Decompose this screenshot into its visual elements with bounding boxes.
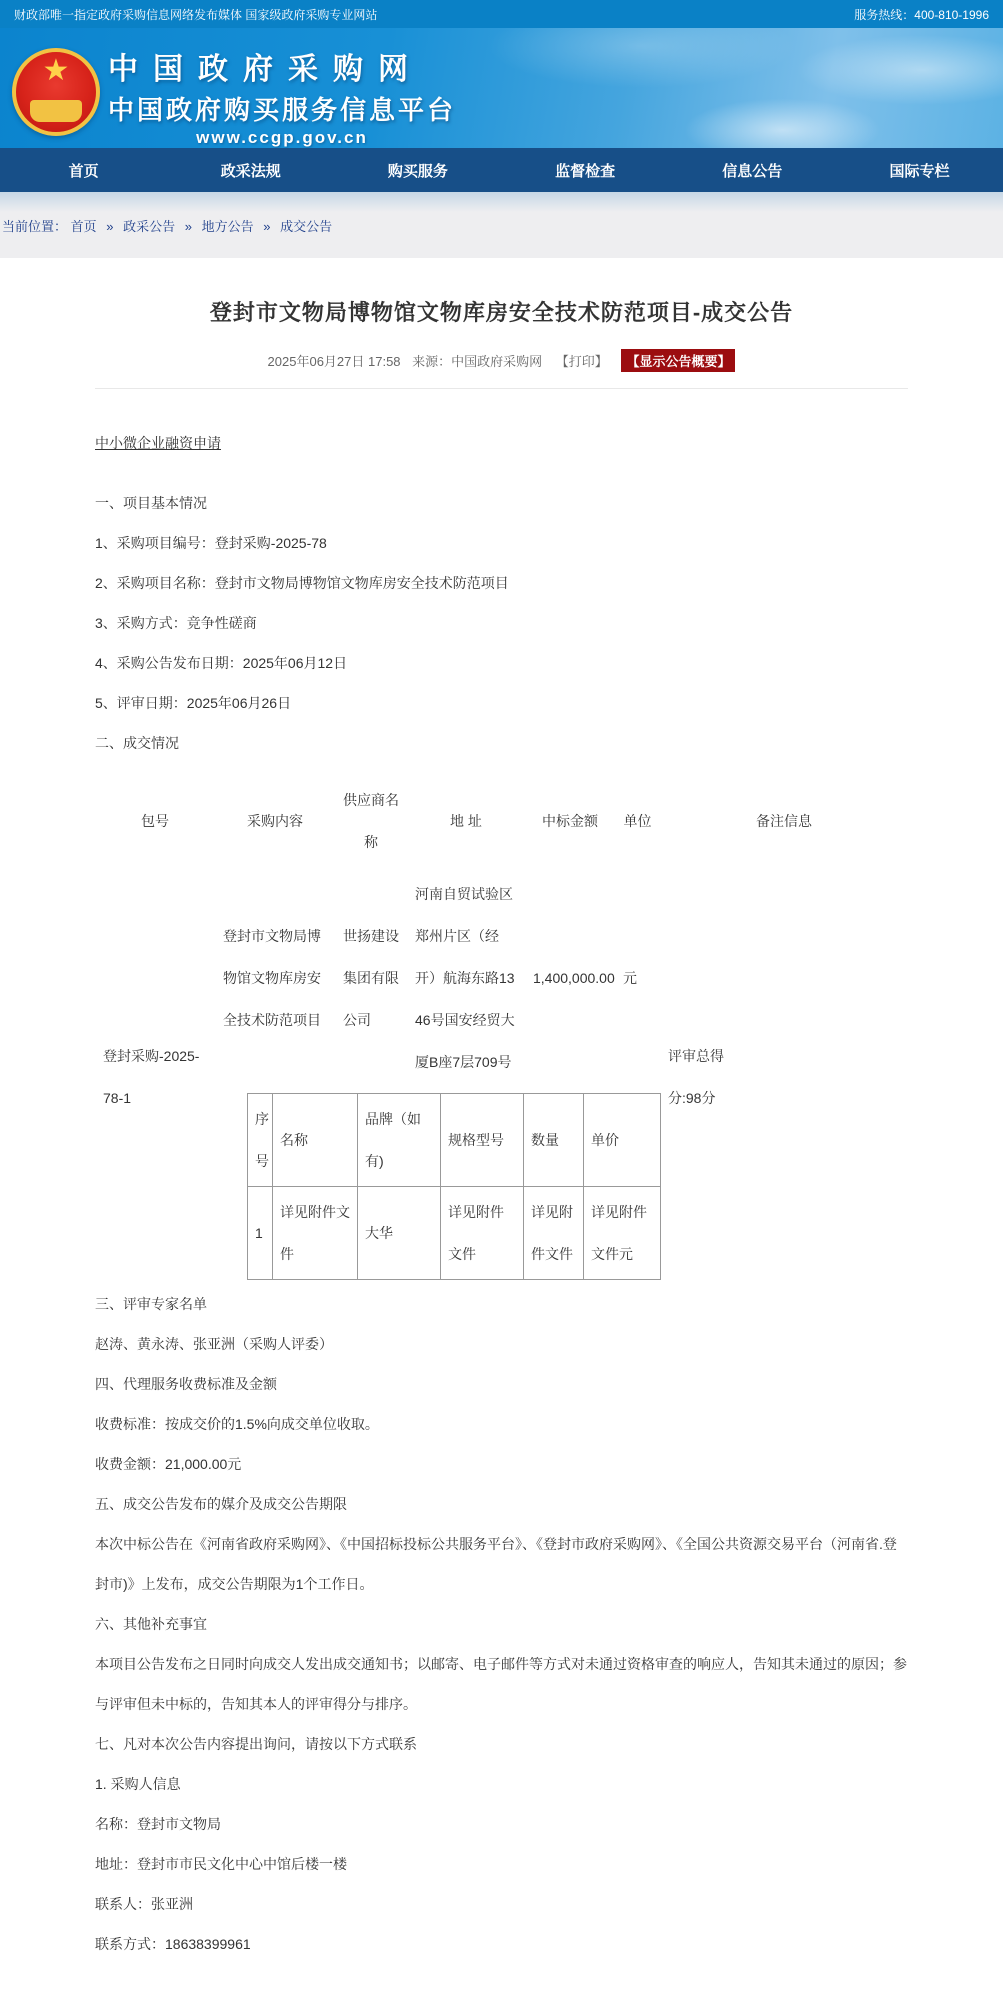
breadcrumb-band <box>0 192 1003 258</box>
sme-finance-link[interactable]: 中小微企业融资申请 <box>95 435 221 451</box>
main-nav <box>0 148 1003 192</box>
show-summary-button[interactable]: 【显示公告概要】 <box>621 349 735 372</box>
paragraph-method: 3、采购方式：竞争性磋商 <box>95 615 257 631</box>
paragraph-experts: 赵涛、黄永涛、张亚洲（采购人评委） <box>95 1336 333 1352</box>
section-heading: 四、代理服务收费标准及金额 <box>95 1376 277 1392</box>
col-package-no: 包号 <box>141 813 169 829</box>
item-detail-table <box>247 1093 661 1280</box>
paragraph-contact-person: 联系人：张亚洲 <box>95 1896 193 1912</box>
top-service-bar <box>0 0 1003 28</box>
col-amount: 中标金额 <box>542 813 598 829</box>
deal-table <box>95 773 908 1284</box>
divider <box>95 388 908 389</box>
col-content: 采购内容 <box>247 813 303 829</box>
cell-address: 河南自贸试验区郑州片区（经开）航海东路1346号国安经贸大厦B座7层709号 <box>415 886 515 1070</box>
col-remark: 备注信息 <box>756 813 812 829</box>
col-quantity: 数量 <box>524 1094 584 1187</box>
site-subtitle: 中国政府购买服务信息平台 <box>108 95 457 125</box>
breadcrumb-separator: » <box>263 219 271 234</box>
cell-seq: 1 <box>248 1187 273 1280</box>
paragraph-media: 本次中标公告在《河南省政府采购网》、《中国招标投标公共服务平台》、《登封市政府采购网》、《全国公共资源交易平台（河南省.登封市)》上发布，成交公告期限为1个工作日。 <box>95 1536 897 1592</box>
cell-brand: 大华 <box>358 1187 441 1280</box>
breadcrumb-local[interactable]: 地方公告 <box>201 219 254 234</box>
col-address: 地 址 <box>450 813 482 829</box>
cell-content: 登封市文物局博物馆文物库房安全技术防范项目 <box>223 928 321 1028</box>
cell-name: 详见附件文件 <box>273 1187 358 1280</box>
paragraph-fee-standard: 收费标准：按成交价的1.5%向成交单位收取。 <box>95 1416 379 1432</box>
cell-quantity: 详见附件文件 <box>524 1187 584 1280</box>
detail-data-row <box>248 1187 661 1280</box>
section-heading: 二、成交情况 <box>95 735 179 751</box>
nav-item-supervision[interactable]: 监督检查 <box>555 162 616 180</box>
paragraph-purchaser-info-heading: 1. 采购人信息 <box>95 1776 181 1792</box>
cell-package-no: 登封采购-2025-78-1 <box>103 1047 200 1106</box>
site-title[interactable]: 中国政府采购网 <box>108 53 423 86</box>
cell-remark <box>660 869 908 1284</box>
service-hotline: 服务热线：400-810-1996 <box>854 7 989 22</box>
col-seq: 序号 <box>248 1094 273 1187</box>
section-heading: 三、评审专家名单 <box>95 1296 207 1312</box>
breadcrumb-separator: » <box>184 219 193 234</box>
col-unit-price: 单价 <box>584 1094 661 1187</box>
paragraph-purchaser-address: 地址：登封市市民文化中心中馆后楼一楼 <box>95 1856 347 1872</box>
cell-unit-price: 详见附件文件元 <box>584 1187 661 1280</box>
national-emblem-logo[interactable] <box>12 48 100 136</box>
article-source: 来源：中国政府采购网 <box>412 354 543 369</box>
cell-model: 详见附件文件 <box>441 1187 524 1280</box>
nav-item-regulations[interactable]: 政采法规 <box>220 162 281 180</box>
nav-item-announcements[interactable]: 信息公告 <box>722 162 783 180</box>
breadcrumb-deal[interactable]: 成交公告 <box>280 219 333 234</box>
cell-unit: 元 <box>623 970 637 986</box>
article-meta <box>95 349 908 372</box>
review-score: 评审总得分:98分 <box>668 1047 724 1106</box>
site-header <box>0 28 1003 148</box>
nav-item-international[interactable]: 国际专栏 <box>889 162 950 180</box>
section-heading: 五、成交公告发布的媒介及成交公告期限 <box>95 1496 347 1512</box>
paragraph-review-date: 5、评审日期：2025年06月26日 <box>95 695 292 711</box>
article-content <box>0 258 1003 1994</box>
site-url[interactable]: www.ccgp.gov.cn <box>196 128 368 147</box>
col-model: 规格型号 <box>441 1094 524 1187</box>
deal-table-header-row <box>95 773 908 869</box>
paragraph-project-name: 2、采购项目名称：登封市文物局博物馆文物库房安全技术防范项目 <box>95 575 509 591</box>
col-name: 名称 <box>273 1094 358 1187</box>
breadcrumb-prefix: 当前位置： <box>2 219 68 234</box>
cell-amount: 1,400,000.00 <box>533 970 615 986</box>
site-title-block <box>108 44 456 148</box>
breadcrumb-zhengcai[interactable]: 政采公告 <box>123 219 176 234</box>
nav-item-purchase-services[interactable]: 购买服务 <box>387 162 448 180</box>
paragraph-fee-amount: 收费金额：21,000.00元 <box>95 1456 242 1472</box>
nav-item-home[interactable]: 首页 <box>68 162 99 180</box>
paragraph-project-no: 1、采购项目编号：登封采购-2025-78 <box>95 535 327 551</box>
paragraph-purchaser-name: 名称：登封市文物局 <box>95 1816 221 1832</box>
breadcrumb-home[interactable]: 首页 <box>70 219 97 234</box>
page-title: 登封市文物局博物馆文物库房安全技术防范项目-成交公告 <box>209 300 794 325</box>
detail-header-row <box>248 1094 661 1187</box>
section-heading: 七、凡对本次公告内容提出询问，请按以下方式联系 <box>95 1736 417 1752</box>
publish-datetime: 2025年06月27日 17:58 <box>267 354 401 369</box>
cell-supplier: 世扬建设集团有限公司 <box>343 928 399 1028</box>
section-heading: 六、其他补充事宜 <box>95 1616 207 1632</box>
breadcrumb-separator: » <box>106 219 114 234</box>
print-button[interactable]: 【打印】 <box>555 354 608 369</box>
col-brand: 品牌（如有) <box>358 1094 441 1187</box>
media-statement: 财政部唯一指定政府采购信息网络发布媒体 国家级政府采购专业网站 <box>14 7 378 22</box>
col-unit: 单位 <box>623 813 652 829</box>
breadcrumb <box>0 192 1003 235</box>
paragraph-supplement: 本项目公告发布之日同时向成交人发出成交通知书；以邮寄、电子邮件等方式对未通过资格审查的响应人，告知其未通过的原因；参与评审但未中标的，告知其本人的评审得分与排序。 <box>95 1656 907 1712</box>
section-heading: 一、项目基本情况 <box>95 495 207 511</box>
col-supplier: 供应商名称 <box>343 792 399 850</box>
paragraph-announce-date: 4、采购公告发布日期：2025年06月12日 <box>95 655 348 671</box>
deal-table-row <box>95 869 908 1087</box>
paragraph-contact-phone: 联系方式：18638399961 <box>95 1936 251 1952</box>
